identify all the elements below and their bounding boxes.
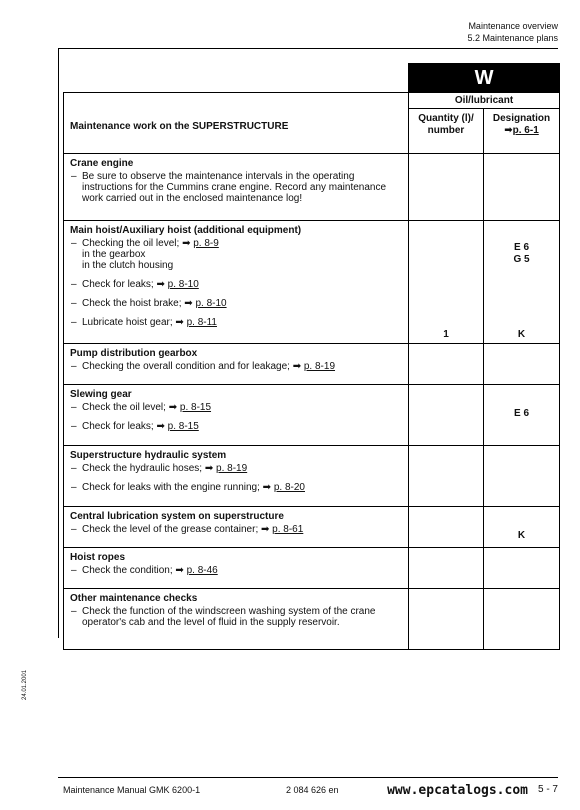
section-title-pump: Pump distribution gearbox	[70, 348, 198, 359]
arrow-right-icon: ➡	[168, 402, 178, 413]
ref-link[interactable]: p. 8-10	[195, 298, 227, 309]
ref-link[interactable]: p. 8-46	[186, 565, 218, 576]
section-title-slewing: Slewing gear	[70, 389, 132, 400]
arrow-right-icon: ➡	[175, 317, 184, 328]
interval-badge: W	[409, 64, 560, 93]
list-item-sub: in the clutch housing	[82, 260, 174, 271]
designation-value: G 5	[513, 254, 530, 265]
section-other-checks	[64, 589, 560, 650]
ref-link[interactable]: p. 8-61	[272, 524, 304, 535]
arrow-right-icon: ➡	[184, 298, 193, 309]
header-rule	[58, 48, 558, 49]
footer-manual: Maintenance Manual GMK 6200-1	[63, 785, 201, 795]
designation-header: Designation ➡p. 6-1	[484, 109, 560, 154]
section-title-crane-engine: Crane engine	[70, 158, 134, 169]
list-item: – Be sure to observe the maintenance intervals in the operating instructions for the Cummins crane engine. Record any maintenance work carried out in the enclosed maintenance log!	[71, 171, 387, 204]
quantity-value: 1	[443, 329, 449, 340]
section-title-ropes: Hoist ropes	[70, 552, 126, 563]
side-date-code: 24.01.2001	[22, 669, 28, 700]
list-item-sub: in the gearbox	[82, 249, 146, 260]
list-item: – Check for leaks; ➡ p. 8-15	[71, 421, 199, 432]
chapter-title: Maintenance overview	[468, 21, 558, 31]
ref-link[interactable]: p. 8-10	[167, 279, 199, 290]
ref-link[interactable]: p. 8-19	[216, 463, 248, 474]
section-title-other: Other maintenance checks	[70, 593, 198, 604]
arrow-right-icon: ➡	[156, 421, 165, 432]
footer-page-number: 5 - 7	[537, 784, 558, 795]
list-item: – Check the level of the grease container; ➡ p. 8-61	[71, 524, 304, 535]
oil-lubricant-header: Oil/lubricant	[409, 93, 560, 109]
ref-link[interactable]: p. 8-15	[167, 421, 199, 432]
section-crane-engine	[64, 154, 560, 221]
arrow-right-icon: ➡	[504, 125, 513, 136]
section-pump-gearbox	[64, 344, 560, 385]
arrow-right-icon: ➡	[182, 238, 191, 249]
ref-link[interactable]: p. 8-19	[303, 361, 336, 372]
designation-value: K	[517, 530, 526, 541]
arrow-right-icon: ➡	[292, 361, 302, 372]
footer-doc-number: 2 084 626 en	[286, 785, 339, 795]
list-item: – Checking the oil level; ➡ p. 8-9	[71, 238, 219, 249]
arrow-right-icon: ➡	[204, 463, 214, 474]
list-item: – Lubricate hoist gear; ➡ p. 8-11	[71, 317, 217, 328]
ref-link[interactable]: p. 8-15	[179, 402, 212, 413]
section-title-central: Central lubrication system on superstructure	[70, 511, 284, 522]
designation-value: K	[517, 329, 526, 340]
quantity-header: Quantity (l)/ number	[409, 109, 484, 154]
list-item: – Check the oil level; ➡ p. 8-15	[71, 402, 212, 413]
section-hydraulic	[64, 446, 560, 507]
section-main-hoist	[64, 221, 560, 344]
designation-ref-link[interactable]: p. 6-1	[512, 125, 539, 136]
ref-link[interactable]: p. 8-9	[193, 238, 219, 249]
arrow-right-icon: ➡	[261, 524, 270, 535]
list-item: – Check the hoist brake; ➡ p. 8-10	[71, 298, 227, 309]
section-title: 5.2 Maintenance plans	[467, 33, 558, 43]
arrow-right-icon: ➡	[156, 279, 165, 290]
footer-rule	[58, 777, 558, 778]
section-title-hydraulic: Superstructure hydraulic system	[70, 450, 227, 461]
section-slewing-gear	[64, 385, 560, 446]
designation-value: E 6	[514, 408, 530, 419]
arrow-right-icon: ➡	[262, 482, 272, 493]
footer-website[interactable]: www.epcatalogs.com	[387, 783, 528, 798]
designation-value: E 6	[514, 242, 530, 253]
ref-link[interactable]: p. 8-20	[273, 482, 305, 493]
arrow-right-icon: ➡	[175, 565, 184, 576]
ref-link[interactable]: p. 8-11	[186, 317, 217, 328]
list-item: – Check for leaks with the engine running; ➡ p. 8-20	[71, 482, 305, 493]
list-item: – Check the function of the windscreen washing system of the crane operator's cab and the level of fluid in the supply reservoir.	[71, 606, 376, 628]
section-hoist-ropes	[64, 548, 560, 589]
table-title: Maintenance work on the SUPERSTRUCTURE	[64, 93, 409, 154]
margin-rule	[58, 48, 59, 638]
list-item: – Check the hydraulic hoses; ➡ p. 8-19	[71, 463, 248, 474]
list-item: – Checking the overall condition and for leakage; ➡ p. 8-19	[71, 361, 336, 372]
section-title-main-hoist: Main hoist/Auxiliary hoist (additional equipment)	[70, 225, 302, 236]
list-item: – Check for leaks; ➡ p. 8-10	[71, 279, 199, 290]
maintenance-table	[63, 63, 560, 650]
list-item: – Check the condition; ➡ p. 8-46	[71, 565, 218, 576]
section-central-lubrication	[64, 507, 560, 548]
